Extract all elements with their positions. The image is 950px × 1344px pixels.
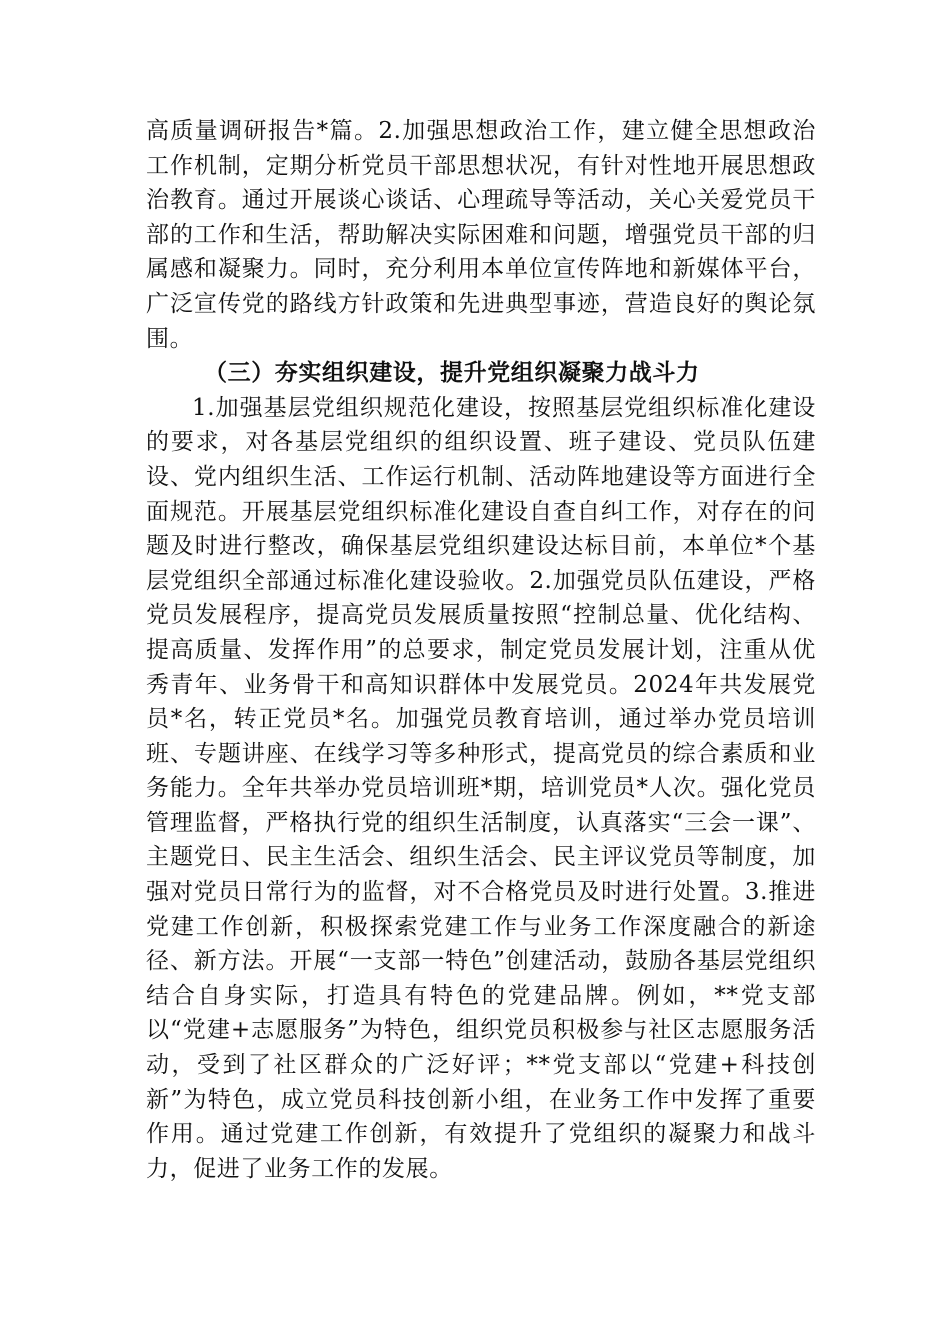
section-heading: （三）夯实组织建设，提升党组织凝聚力战斗力	[204, 359, 700, 387]
paragraph-organization-building: 1.加强基层党组织规范化建设，按照基层党组织标准化建设的要求，对各基层党组织的组织设置、班子建设、党员队伍建设、党内组织生活、工作运行机制、活动阵地建设等方面进行全面规范。开展基层党组织标准化建设自查自纠工作，对存在的问题及时进行整改，确保基层党组织建设达标目前，本单位*个基层党组织全部通过标准化建设验收。2.加强党员队伍建设，严格党员发展程序，提高党员发展质量按照“控制总量、优化结构、提高质量、发挥作用”的总要求，制定党员发展计划，注重从优秀青年、业务骨干和高知识群体中发展党员。2024年共发展党员*名，转正党员*名。加强党员教育培训，通过举办党员培训班、专题讲座、在线学习等多种形式，提高党员的综合素质和业务能力。全年共举办党员培训班*期，培训党员*人次。强化党员管理监督，严格执行党的组织生活制度，认真落实“三会一课”、主题党日、民主生活会、组织生活会、民主评议党员等制度，加强对党员日常行为的监督，对不合格党员及时进行处置。3.推进党建工作创新，积极探索党建工作与业务工作深度融合的新途径、新方法。开展“一支部一特色”创建活动，鼓励各基层党组织结合自身实际，打造具有特色的党建品牌。例如，**党支部以“党建+志愿服务”为特色，组织党员积极参与社区志愿服务活动，受到了社区群众的广泛好评；**党支部以“党建+科技创新”为特色，成立党员科技创新小组，在业务工作中发挥了重要作用。通过党建工作创新，有效提升了党组织的凝聚力和战斗力，促进了业务工作的发展。	[146, 394, 816, 1182]
document-body	[146, 114, 816, 1186]
paragraph-continuation: 高质量调研报告*篇。2.加强思想政治工作，建立健全思想政治工作机制，定期分析党员干部思想状况，有针对性地开展思想政治教育。通过开展谈心谈话、心理疏导等活动，关心关爱党员干部的工作和生活，帮助解决实际困难和问题，增强党员干部的归属感和凝聚力。同时，充分利用本单位宣传阵地和新媒体平台，广泛宣传党的路线方针政策和先进典型事迹，营造良好的舆论氛围。	[146, 118, 816, 352]
